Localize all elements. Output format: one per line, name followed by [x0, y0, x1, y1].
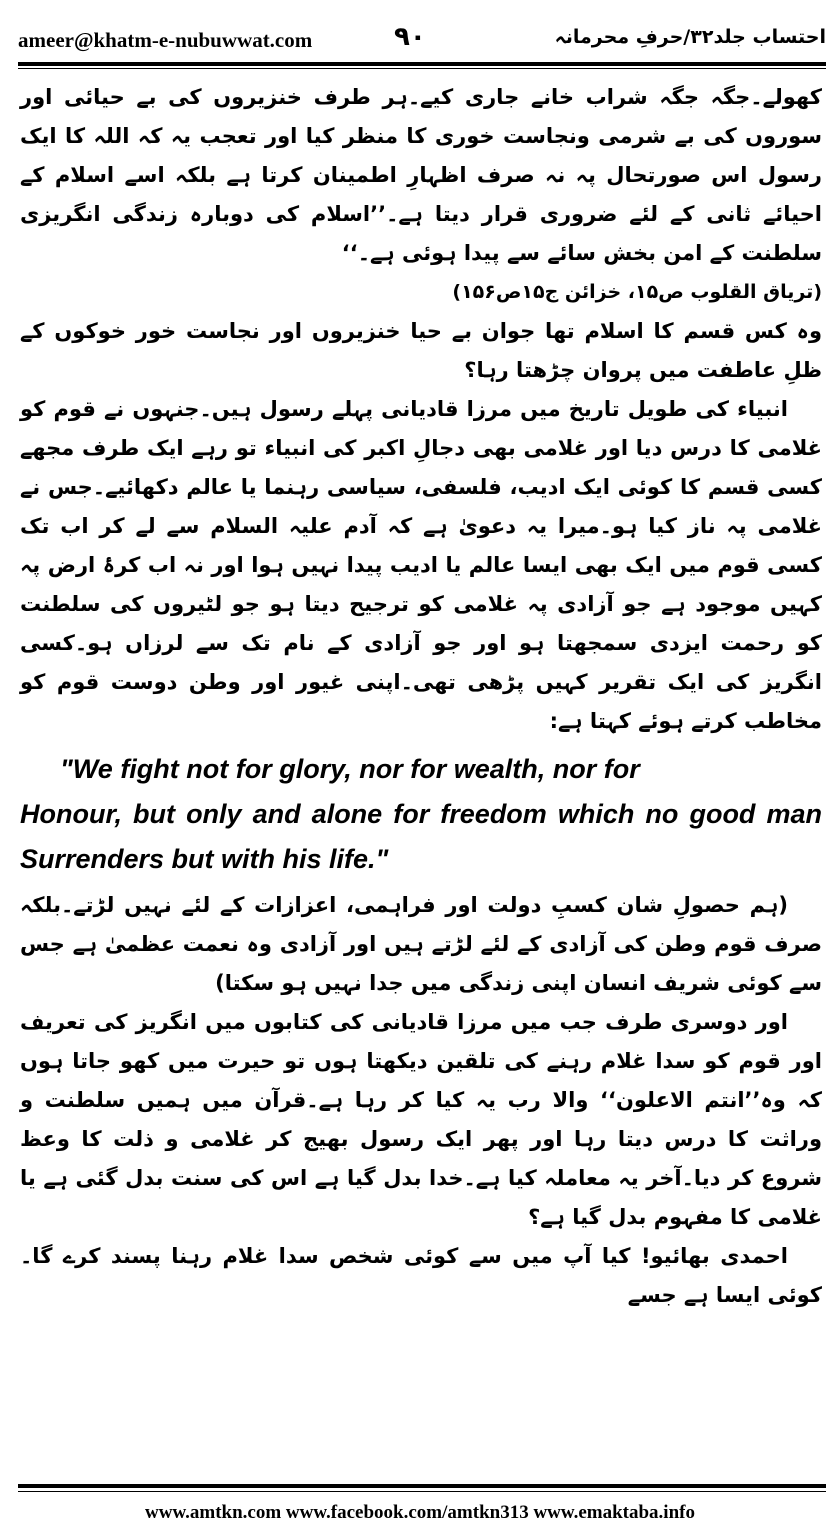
book-title: احتساب جلد۳۲/حرفِ محرمانہ [554, 26, 826, 48]
english-quote-rest: Honour, but only and alone for freedom which no good man Surrenders but with his life." [20, 799, 822, 874]
footer-rule-thin [18, 1491, 826, 1492]
page-header [18, 22, 826, 58]
header-rule-thick [18, 62, 826, 66]
quote-translation: (ہم حصولِ شان کسبِ دولت اور فراہمی، اعزازات کے لئے نہیں لڑتے۔بلکہ صرف قوم وطن کی آزادی کے لئے لڑتے ہیں اور آزادی وہ نعمت عظمیٰ ہے جس سے کوئی شریف انسان اپنی زندگی میں جدا نہیں ہو سکتا) [20, 893, 822, 995]
paragraph-contrast: اور دوسری طرف جب میں مرزا قادیانی کی کتابوں میں انگریز کی تعریف اور قوم کو سدا غلام رہنے کی تلقین دیکھتا ہوں تو حیرت میں کھو جاتا ہوں کہ وہ’’انتم الاعلون‘‘ والا رب یہ کیا کر رہا ہے۔قرآن میں ہمیں سلطنت و وراثت کا درس دیتا رہا اور پھر ایک رسول بھیج کر غلامی و ذلت کا وعظ شروع کر دیا۔آخر یہ معاملہ کیا ہے۔خدا بدل گیا ہے اس کی سنت بدل گئی ہے یا غلامی کا مفہوم بدل گیا ہے؟ [20, 1010, 822, 1229]
page-number: ۹۰ [394, 22, 426, 52]
page-body [20, 78, 822, 1315]
english-quote-line1: "We fight not for glory, nor for wealth, nor for [60, 754, 640, 784]
footer-rule-thick [18, 1484, 826, 1488]
paragraph-opening: کھولے۔جگہ جگہ شراب خانے جاری کیے۔ہر طرف خنزیروں کی بے حیائی اور سوروں کی بے شرمی ونجاست خوری کا منظر کیا اور تعجب یہ کہ اللہ کا ایک رسول اس صورتحال پہ نہ صرف اظہارِ اطمینان کرتا ہے بلکہ اسے اسلام کے احیائے ثانی کے لئے ضروری قرار دیتا ہے۔’’اسلام کی دوبارہ زندگی انگریزی سلطنت کے امن بخش سائے سے پیدا ہوئی ہے۔‘‘ [20, 85, 822, 265]
english-quote [20, 747, 822, 882]
footer-links: www.amtkn.com www.facebook.com/amtkn313 www.emaktaba.info [145, 1502, 695, 1523]
citation: (تریاق القلوب ص۱۵، خزائن ج۱۵ص۱۵۶) [452, 281, 822, 303]
paragraph-appeal: احمدی بھائیو! کیا آپ میں سے کوئی شخص سدا غلام رہنا پسند کرے گا۔کوئی ایسا ہے جسے [20, 1244, 822, 1307]
paragraph-question: وہ کس قسم کا اسلام تھا جوان بے حیا خنزیروں اور نجاست خور خوکوں کے ظلِ عاطفت میں پروان چڑھتا رہا؟ [20, 319, 822, 382]
header-rule-thin [18, 68, 826, 69]
paragraph-history: انبیاء کی طویل تاریخ میں مرزا قادیانی پہلے رسول ہیں۔جنہوں نے قوم کو غلامی کا درس دیا اور غلامی بھی دجالِ اکبر کی انبیاء تو رہے ایک طرف مجھے کسی قسم کا کوئی ایک ادیب، فلسفی، سیاسی رہنما یا عالم دکھائیے۔جس نے غلامی پہ ناز کیا ہو۔میرا یہ دعویٰ ہے کہ آدم علیہ السلام سے لے کر اب تک کسی قوم میں ایک بھی ایسا عالم یا ادیب پیدا نہیں ہوا اور نہ اب کرۂ ارض پہ کہیں موجود ہے جو آزادی پہ غلامی کو ترجیح دیتا ہو جو لٹیروں کی سلطنت کو رحمت ایزدی سمجھتا ہو اور جو آزادی کے نام تک سے لرزاں ہو۔کسی انگریز کی ایک تقریر کہیں پڑھی تھی۔اپنی غیور اور وطن دوست قوم کو مخاطب کرتے ہوئے کہتا ہے: [20, 397, 822, 733]
header-email: ameer@khatm-e-nubuwwat.com [18, 28, 313, 52]
